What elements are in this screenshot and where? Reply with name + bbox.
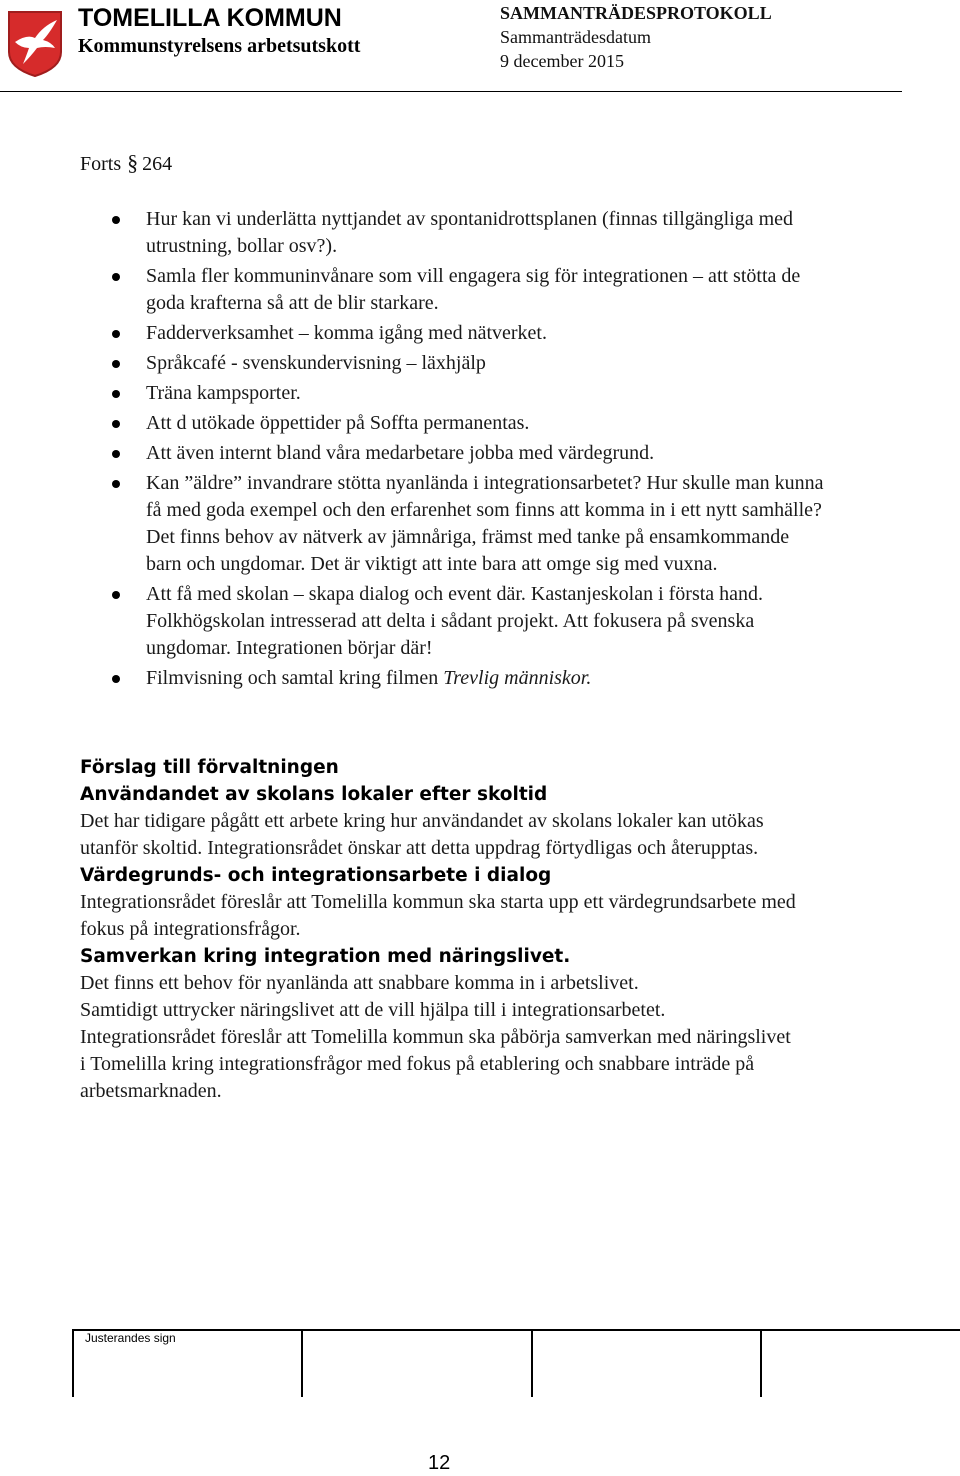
signature-cell	[760, 1331, 762, 1397]
paragraph: Samtidigt uttrycker näringslivet att de vill hjälpa till i integrationsarbetet.	[80, 999, 666, 1021]
bullet-icon	[112, 591, 120, 599]
signature-cell	[72, 1331, 74, 1397]
film-title: Trevlig människor.	[443, 667, 592, 689]
bullet-list	[146, 206, 826, 695]
list-item: Språkcafé - svenskundervisning – läxhjälp	[146, 350, 826, 377]
subheading: Värdegrunds- och integrationsarbete i dialog	[80, 865, 552, 886]
proposal-heading: Förslag till förvaltningen	[80, 757, 339, 778]
signature-cell	[301, 1331, 303, 1397]
list-item: Att d utökade öppettider på Soffta permanentas.	[146, 410, 826, 437]
subheading: Samverkan kring integration med näringslivet.	[80, 946, 571, 967]
bullet-icon	[112, 675, 120, 683]
page-number: 12	[428, 1452, 451, 1474]
organization-name: TOMELILLA KOMMUN	[78, 4, 342, 32]
document-header	[0, 0, 960, 92]
paragraph: Integrationsrådet föreslår att Tomelilla kommun ska starta upp ett värdegrundsarbete med fokus på integrationsfrågor.	[80, 891, 796, 940]
paragraph: Det har tidigare pågått ett arbete kring hur användandet av skolans lokaler kan utökas utanför skoltid. Integrationsrådet önskar att detta uppdrag förtydligas och återupptas.	[80, 810, 764, 859]
document-type: SAMMANTRÄDESPROTOKOLL	[500, 3, 772, 23]
list-item: Att få med skolan – skapa dialog och event där. Kastanjeskolan i första hand. Folkhögskolan intresserad att delta i sådant projekt. Att fokusera på svenska ungdomar. Integrationen börjar där!	[146, 581, 826, 662]
bullet-icon	[112, 273, 120, 281]
header-divider	[0, 91, 902, 92]
bullet-icon	[112, 216, 120, 224]
bullet-icon	[112, 480, 120, 488]
meeting-date: 9 december 2015	[500, 51, 624, 71]
subheading: Användandet av skolans lokaler efter skoltid	[80, 784, 548, 805]
proposal-section	[80, 754, 800, 1105]
signature-cell	[531, 1331, 533, 1397]
date-label: Sammanträdesdatum	[500, 27, 651, 47]
bullet-icon	[112, 330, 120, 338]
list-item: Träna kampsporter.	[146, 380, 826, 407]
bullet-icon	[112, 420, 120, 428]
list-item: Att även internt bland våra medarbetare jobba med värdegrund.	[146, 440, 826, 467]
list-item: Kan ”äldre” invandrare stötta nyanlända i integrationsarbetet? Hur skulle man kunna få med goda exempel och den erfarenhet som finns att komma in i ett nytt samhälle? Det finns behov av nätverk av jämnåriga, främst med tanke på ensamkommande barn och ungdomar. Det är viktigt att inte bara att omge sig med vuxna.	[146, 470, 826, 578]
signature-table	[72, 1329, 960, 1397]
list-item: Samla fler kommuninvånare som vill engagera sig för integrationen – att stötta de goda krafterna så att de blir starkare.	[146, 263, 826, 317]
list-item: Hur kan vi underlätta nyttjandet av spontanidrottsplanen (finnas tillgängliga med utrustning, bollar osv?).	[146, 206, 826, 260]
bullet-icon	[112, 360, 120, 368]
list-item: Fadderverksamhet – komma igång med nätverket.	[146, 320, 826, 347]
department-name: Kommunstyrelsens arbetsutskott	[78, 35, 361, 57]
bullet-icon	[112, 390, 120, 398]
paragraph: Integrationsrådet föreslår att Tomelilla kommun ska påbörja samverkan med näringslivet i Tomelilla kring integrationsfrågor med fokus på etablering och snabbare inträde på arbetsmarknaden.	[80, 1026, 791, 1102]
paragraph: Det finns ett behov för nyanlända att snabbare komma in i arbetslivet.	[80, 972, 639, 994]
municipal-crest-bird-icon	[5, 8, 65, 78]
signature-label: Justerandes sign	[85, 1331, 176, 1345]
section-sign: §	[127, 150, 139, 175]
section-continuation	[80, 150, 172, 177]
section-number: 264	[142, 153, 173, 175]
bullet-icon	[112, 450, 120, 458]
list-item: Filmvisning och samtal kring filmen Trevlig människor.	[146, 665, 826, 692]
forts-label: Forts	[80, 153, 122, 175]
